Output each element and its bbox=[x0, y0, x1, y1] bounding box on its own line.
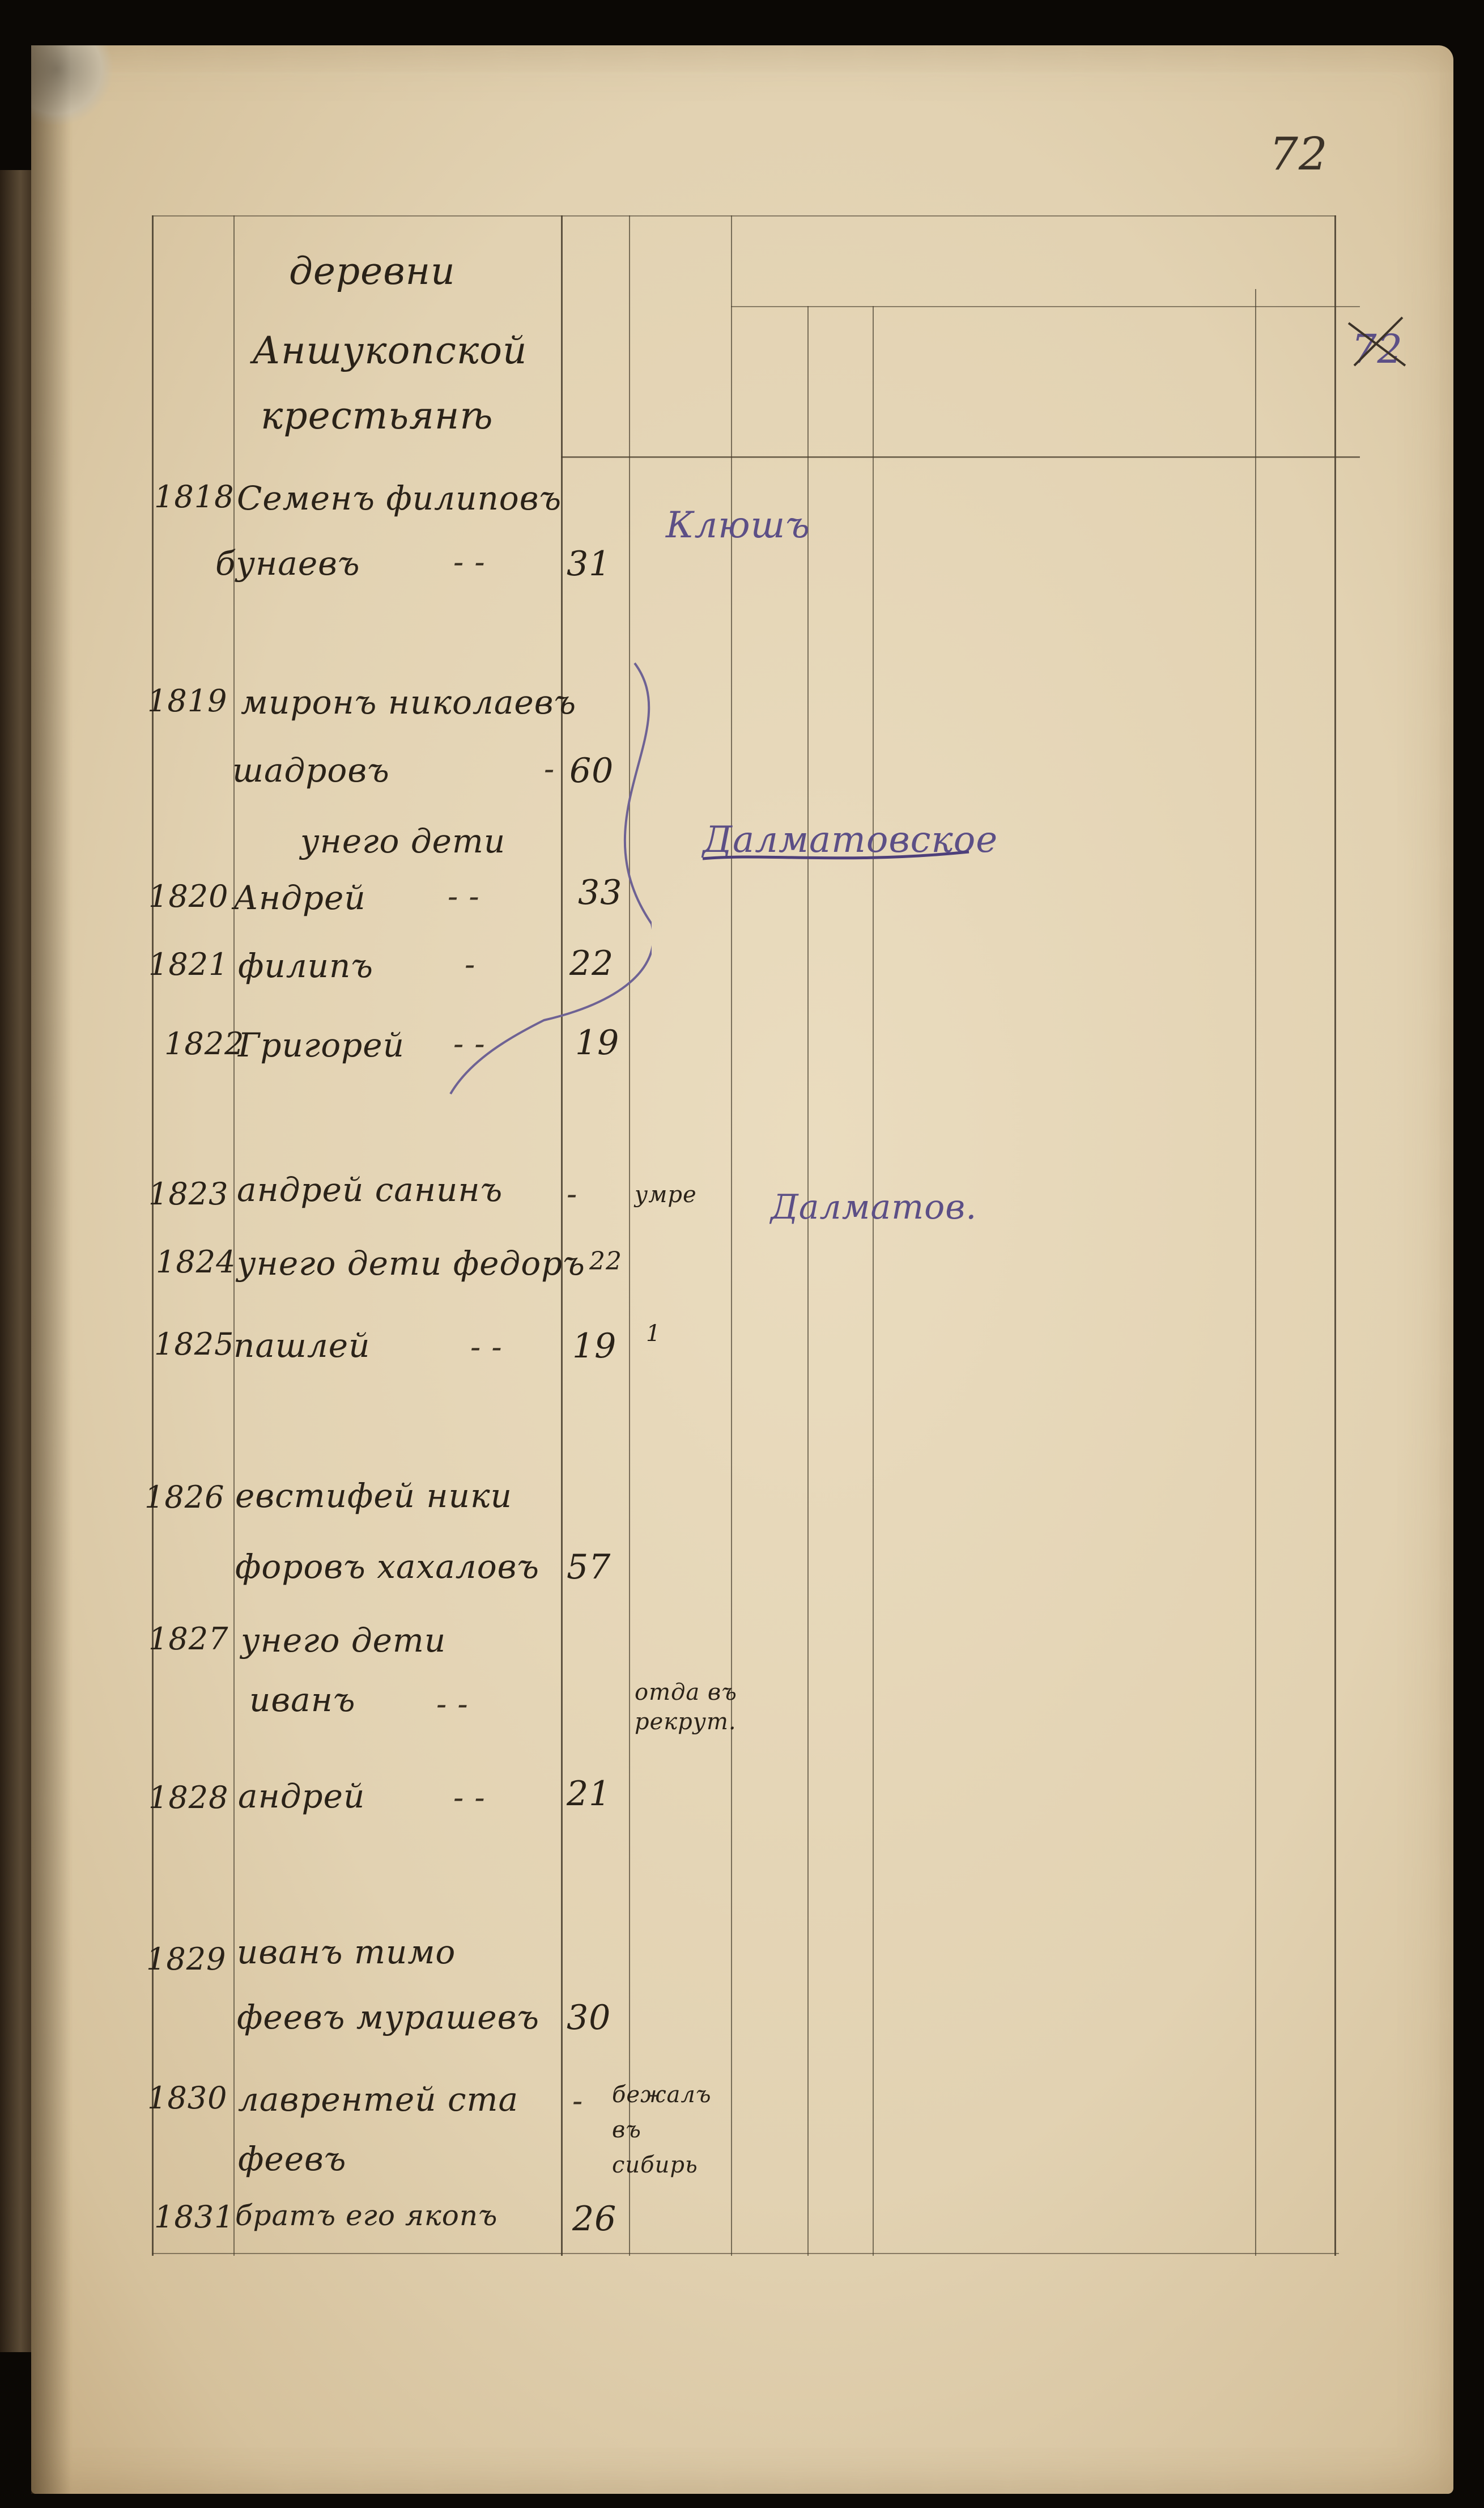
entry-dash: - bbox=[572, 2083, 584, 2119]
cross-mark bbox=[1343, 312, 1411, 374]
entry-age: 19 bbox=[575, 1023, 620, 1063]
entry-dash: - - bbox=[436, 1686, 469, 1722]
entry-number: 1823 bbox=[148, 1176, 229, 1212]
rule-top bbox=[152, 215, 1336, 217]
entry-dash: - bbox=[544, 751, 555, 787]
entry-name: Андрей bbox=[233, 879, 366, 917]
entry-number: 1824 bbox=[156, 1244, 236, 1280]
entry-dash: - bbox=[567, 1176, 578, 1212]
entry-number: 1826 bbox=[144, 1479, 225, 1515]
entry-age: 33 bbox=[578, 873, 623, 913]
entry-name-cont: феевъ bbox=[238, 2140, 347, 2178]
rule-bottom bbox=[152, 2253, 1339, 2254]
previous-leaf-edge bbox=[0, 170, 34, 2352]
annotation-klyush: Клюшъ bbox=[666, 504, 810, 546]
rule-age-col bbox=[561, 215, 563, 2256]
strike-through bbox=[697, 836, 992, 881]
entry-dash: - - bbox=[453, 544, 486, 580]
rule-sub-header bbox=[731, 306, 1360, 307]
entry-age: 19 bbox=[572, 1326, 617, 1366]
annotation-dalmatovskoe: Далматовское bbox=[703, 819, 998, 861]
entry-name: евстифей ники bbox=[235, 1476, 512, 1515]
entry-dash: - - bbox=[470, 1329, 503, 1365]
heading-line-2: Аншукопской bbox=[252, 329, 528, 372]
entry-name-cont: феевъ мурашевъ bbox=[237, 1998, 540, 2036]
entry-number: 1820 bbox=[148, 879, 229, 914]
rule-name-start bbox=[233, 215, 235, 2256]
entry-name-cont: форовъ хахаловъ bbox=[235, 1547, 540, 1586]
entry-number: 1828 bbox=[148, 1780, 229, 1815]
entry-name-cont: бунаевъ bbox=[215, 544, 360, 583]
entry-age: 30 bbox=[567, 1998, 611, 2038]
entry-age: 57 bbox=[567, 1547, 611, 1587]
entry-number: 1821 bbox=[148, 947, 229, 982]
entry-age: 22 bbox=[589, 1247, 622, 1276]
rule-right bbox=[1334, 215, 1336, 2256]
page-number: 72 bbox=[1269, 128, 1328, 180]
rule-col-5 bbox=[807, 306, 809, 2256]
entry-name-cont: шадровъ bbox=[232, 751, 390, 790]
entry-name: андрей bbox=[238, 1777, 365, 1815]
grouping-brace bbox=[448, 652, 652, 1134]
entry-name: андрей санинъ bbox=[237, 1170, 503, 1209]
entry-name: унего дети bbox=[241, 1621, 447, 1660]
entry-dash: - - bbox=[453, 1026, 486, 1062]
entry-name: миронъ николаевъ bbox=[241, 683, 577, 722]
entry-dash: - - bbox=[453, 1780, 486, 1815]
entry-number: 1822 bbox=[164, 1026, 245, 1062]
entry-dash: - bbox=[465, 947, 476, 982]
binding-shadow bbox=[31, 45, 71, 2494]
children-label: унего дети bbox=[300, 822, 506, 860]
entry-age: 60 bbox=[569, 751, 614, 791]
entry-age: 22 bbox=[569, 944, 614, 983]
annotation-dalmatov: Далматов. bbox=[771, 1187, 977, 1227]
entry-name: Григорей bbox=[238, 1026, 405, 1064]
entry-dash: - - bbox=[448, 879, 480, 914]
entry-name: пашлей bbox=[233, 1326, 371, 1365]
entry-name: унего дети федоръ bbox=[237, 1244, 585, 1283]
entry-name-cont: иванъ bbox=[249, 1681, 356, 1719]
entry-age: 31 bbox=[567, 544, 611, 584]
entry-number: 1830 bbox=[147, 2080, 228, 2116]
rule-col-7 bbox=[1255, 289, 1256, 2256]
rule-col-6 bbox=[873, 306, 874, 2256]
entry-name: лаврентей ста bbox=[238, 2080, 519, 2119]
heading-line-3: крестьянѣ bbox=[261, 394, 494, 438]
entry-number: 1827 bbox=[148, 1621, 229, 1657]
rule-note-col bbox=[629, 215, 630, 2256]
entry-age: 21 bbox=[567, 1774, 611, 1814]
entry-note: отда въ рекрут. bbox=[635, 1679, 737, 1735]
entry-name: Семенъ филиповъ bbox=[237, 479, 562, 517]
entry-name: иванъ тимо bbox=[237, 1933, 456, 1971]
entry-number: 1818 bbox=[154, 479, 235, 515]
heading-line-1: деревни bbox=[289, 249, 456, 293]
rule-header-bottom bbox=[561, 456, 1360, 458]
entry-number: 1831 bbox=[154, 2199, 235, 2235]
entry-number: 1819 bbox=[147, 683, 228, 719]
entry-note: умре bbox=[635, 1182, 697, 1208]
entry-number: 1825 bbox=[154, 1326, 235, 1362]
entry-name: братъ его якопъ bbox=[235, 2199, 498, 2232]
entry-note: бежалъ въ сибирь bbox=[612, 2082, 712, 2178]
entry-note: 1 bbox=[646, 1321, 661, 1347]
entry-name: филипъ bbox=[238, 947, 374, 985]
entry-number: 1829 bbox=[146, 1941, 227, 1977]
entry-age: 26 bbox=[572, 2199, 617, 2239]
page-number-overwrite: 72 bbox=[1351, 326, 1404, 372]
